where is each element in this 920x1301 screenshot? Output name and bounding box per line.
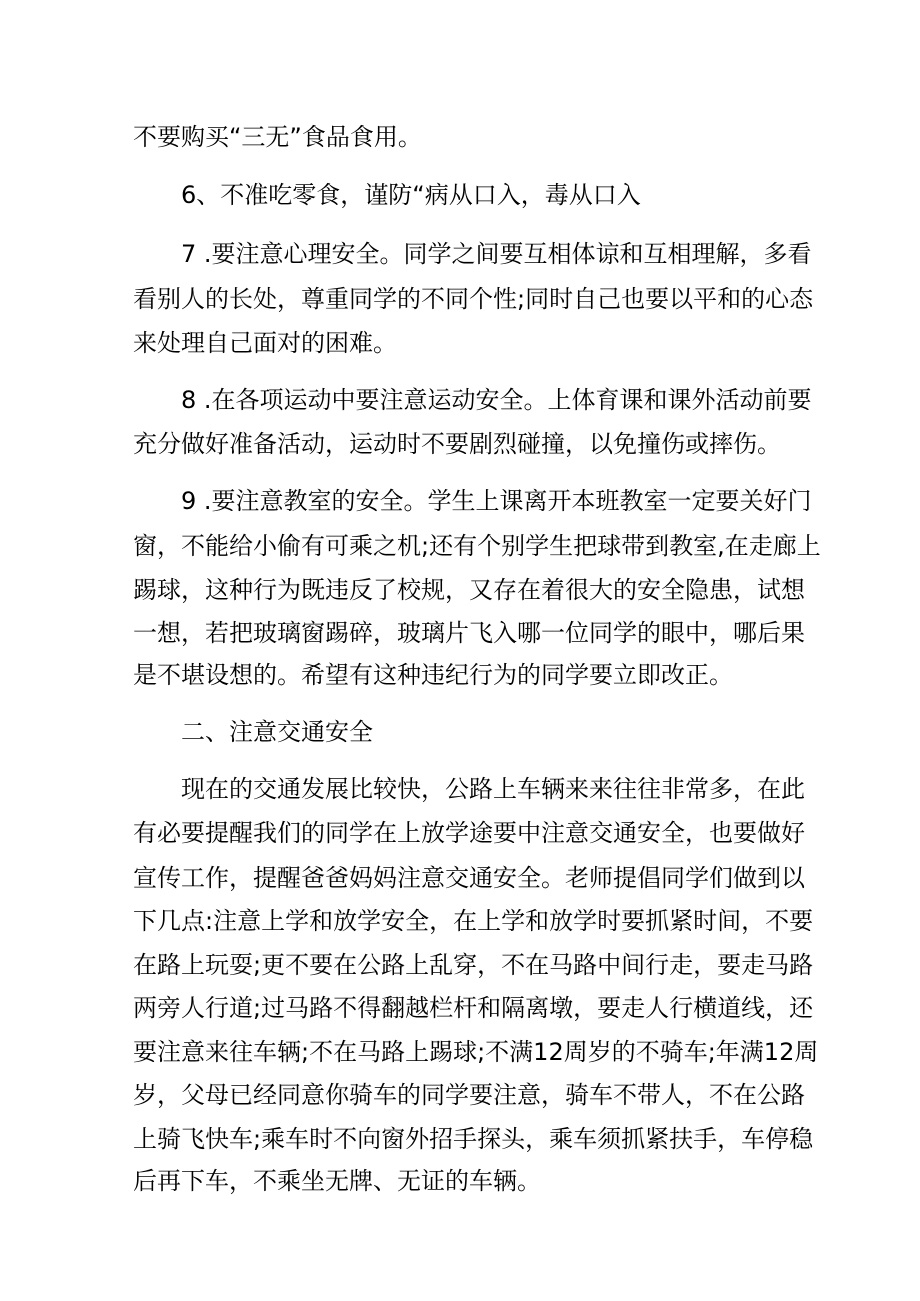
item-7-line-2: 看别人的长处，尊重同学的不同个性;同时自己也要以平和的心态 xyxy=(133,285,814,313)
item-8-line-1: 8 .在各项运动中要注意运动安全。上体育课和课外活动前要 xyxy=(181,386,812,414)
item-9-line-3: 踢球，这种行为既违反了校规，又存在着很大的安全隐患，试想 xyxy=(133,576,805,604)
item-9-line-2: 窗，不能给小偷有可乘之机;还有个别学生把球带到教室,在走廊上 xyxy=(133,532,821,560)
item-7-line-3: 来处理自己面对的困难。 xyxy=(133,329,397,357)
paragraph-continuation-line-1: 不要购买“三无”食品食用。 xyxy=(133,123,422,151)
section-heading-traffic-safety: 二、注意交通安全 xyxy=(181,718,373,746)
item-7-line-1: 7 .要注意心理安全。同学之间要互相体谅和互相理解，多看 xyxy=(181,240,812,268)
traffic-paragraph-line-10: 后再下车，不乘坐无牌、无证的车辆。 xyxy=(133,1167,541,1195)
traffic-paragraph-line-9: 上骑飞快车;乘车时不向窗外招手探头，乘车须抓紧扶手，车停稳 xyxy=(133,1125,814,1153)
item-6-line-1: 6、不准吃零食，谨防“病从口入，毒从口入 xyxy=(181,181,641,209)
traffic-paragraph-line-8: 岁，父母已经同意你骑车的同学要注意，骑车不带人，不在公路 xyxy=(133,1081,805,1109)
item-9-line-1: 9 .要注意教室的安全。学生上课离开本班教室一定要关好门 xyxy=(181,487,812,515)
traffic-paragraph-line-4: 下几点:注意上学和放学安全，在上学和放学时要抓紧时间，不要 xyxy=(133,907,814,935)
traffic-paragraph-line-5: 在路上玩耍;更不要在公路上乱穿，不在马路中间行走，要走马路 xyxy=(133,951,814,979)
traffic-paragraph-line-7: 要注意来往车辆;不在马路上踢球;不满12周岁的不骑车;年满12周 xyxy=(133,1038,819,1066)
traffic-paragraph-line-2: 有必要提醒我们的同学在上放学途要中注意交通安全，也要做好 xyxy=(133,819,805,847)
traffic-paragraph-line-6: 两旁人行道;过马路不得翻越栏杆和隔离墩，要走人行横道线，还 xyxy=(133,994,814,1022)
item-8-line-2: 充分做好准备活动，运动时不要剧烈碰撞，以免撞伤或摔伤。 xyxy=(133,430,781,458)
traffic-paragraph-line-1: 现在的交通发展比较快，公路上车辆来来往往非常多，在此 xyxy=(181,775,805,803)
item-9-line-4: 一想，若把玻璃窗踢碎，玻璃片飞入哪一位同学的眼中，哪后果 xyxy=(133,619,805,647)
traffic-paragraph-line-3: 宣传工作，提醒爸爸妈妈注意交通安全。老师提倡同学们做到以 xyxy=(133,864,805,892)
item-9-line-5: 是不堪设想的。希望有这种违纪行为的同学要立即改正。 xyxy=(133,661,733,689)
